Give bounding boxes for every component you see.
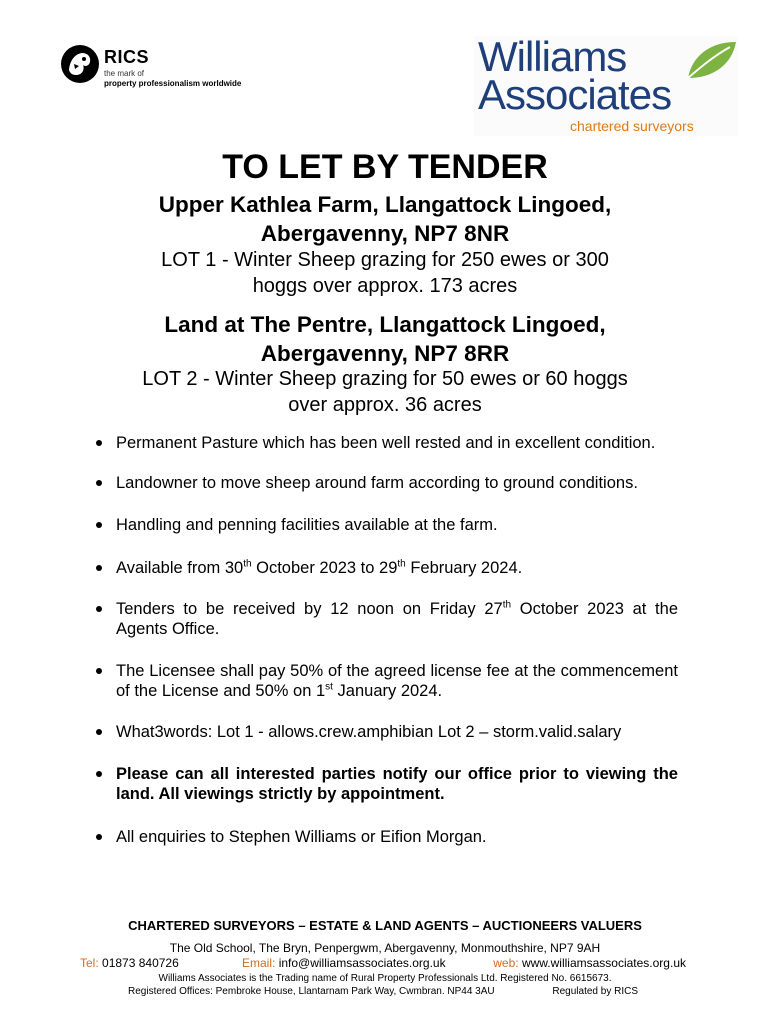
phone-label: Tel: xyxy=(80,956,99,970)
email-value[interactable]: info@williamsassociates.org.uk xyxy=(278,956,446,970)
item-text: Available from 30 xyxy=(116,559,244,577)
item-text: The Licensee shall pay 50% of the agreed license fee at the commencement of the License and 50% on 1 xyxy=(116,662,678,700)
footer-legal-registered xyxy=(128,986,638,997)
ordinal: th xyxy=(397,558,406,570)
regulated-by: Regulated by RICS xyxy=(552,986,638,997)
list-item: Permanent Pasture which has been well rested and in excellent condition. xyxy=(96,433,678,453)
ordinal: st xyxy=(325,681,333,693)
rics-logo xyxy=(60,44,260,92)
footer-phone xyxy=(80,956,179,970)
item-text: Tenders to be received by 12 noon on Friday 27 xyxy=(116,600,503,618)
footer-title: CHARTERED SURVEYORS – ESTATE & LAND AGENTS – AUCTIONEERS VALUERS xyxy=(128,918,642,933)
logo-line-associates: Associates xyxy=(478,71,672,118)
lot2-description: LOT 2 - Winter Sheep grazing for 50 ewes or 60 hoggs over approx. 36 acres xyxy=(142,368,628,416)
list-item xyxy=(96,558,678,578)
rics-tagline: property professionalism worldwide xyxy=(104,79,242,88)
email-label: Email: xyxy=(242,956,276,970)
registered-office: Registered Offices: Pembroke House, Llantarnam Park Way, Cwmbran. NP44 3AU xyxy=(128,986,495,997)
list-item: What3words: Lot 1 - allows.crew.amphibian Lot 2 – storm.valid.salary xyxy=(96,722,678,742)
list-item xyxy=(96,661,678,701)
lot1-description: LOT 1 - Winter Sheep grazing for 250 ewes or 300 hoggs over approx. 173 acres xyxy=(161,249,609,297)
list-item xyxy=(96,599,678,639)
logo-subtitle: chartered surveyors xyxy=(570,118,694,134)
footer-email[interactable] xyxy=(242,956,446,970)
page-title: TO LET BY TENDER xyxy=(222,148,548,186)
list-item: Landowner to move sheep around farm according to ground conditions. xyxy=(96,473,678,493)
ordinal: th xyxy=(243,558,252,570)
item-text: October 2023 at the Agents Office. xyxy=(116,600,678,638)
phone-value: 01873 840726 xyxy=(102,956,179,970)
item-text: January 2024. xyxy=(332,682,443,700)
rics-mark: the mark of xyxy=(104,69,145,78)
item-text: February 2024. xyxy=(405,559,523,577)
list-item: Please can all interested parties notify our office prior to viewing the land. All viewings strictly by appointment. xyxy=(96,764,678,804)
leaf-icon xyxy=(684,38,738,82)
rics-lion-icon xyxy=(60,44,100,84)
ordinal: th xyxy=(502,599,512,611)
footer-address: The Old School, The Bryn, Penpergwm, Abergavenny, Monmouthshire, NP7 9AH xyxy=(169,941,601,955)
footer-website[interactable] xyxy=(493,956,686,970)
web-value[interactable]: www.williamsassociates.org.uk xyxy=(521,956,686,970)
logo-line-williams: Williams xyxy=(478,33,627,80)
williams-associates-logo xyxy=(474,33,738,136)
details-list xyxy=(96,433,678,847)
lot2-heading: Land at The Pentre, Llangattock Lingoed, Abergavenny, NP7 8RR xyxy=(164,312,606,366)
footer-legal-trading: Williams Associates is the Trading name of Rural Property Professionals Ltd. Registered No. 6615673. xyxy=(158,973,612,984)
item-text: October 2023 to 29 xyxy=(251,559,398,577)
rics-name: RICS xyxy=(104,47,150,67)
list-item: All enquiries to Stephen Williams or Eifion Morgan. xyxy=(96,827,678,847)
list-item: Handling and penning facilities available at the farm. xyxy=(96,515,678,535)
lot1-heading: Upper Kathlea Farm, Llangattock Lingoed, Abergavenny, NP7 8NR xyxy=(158,192,612,246)
web-label: web: xyxy=(493,956,519,970)
